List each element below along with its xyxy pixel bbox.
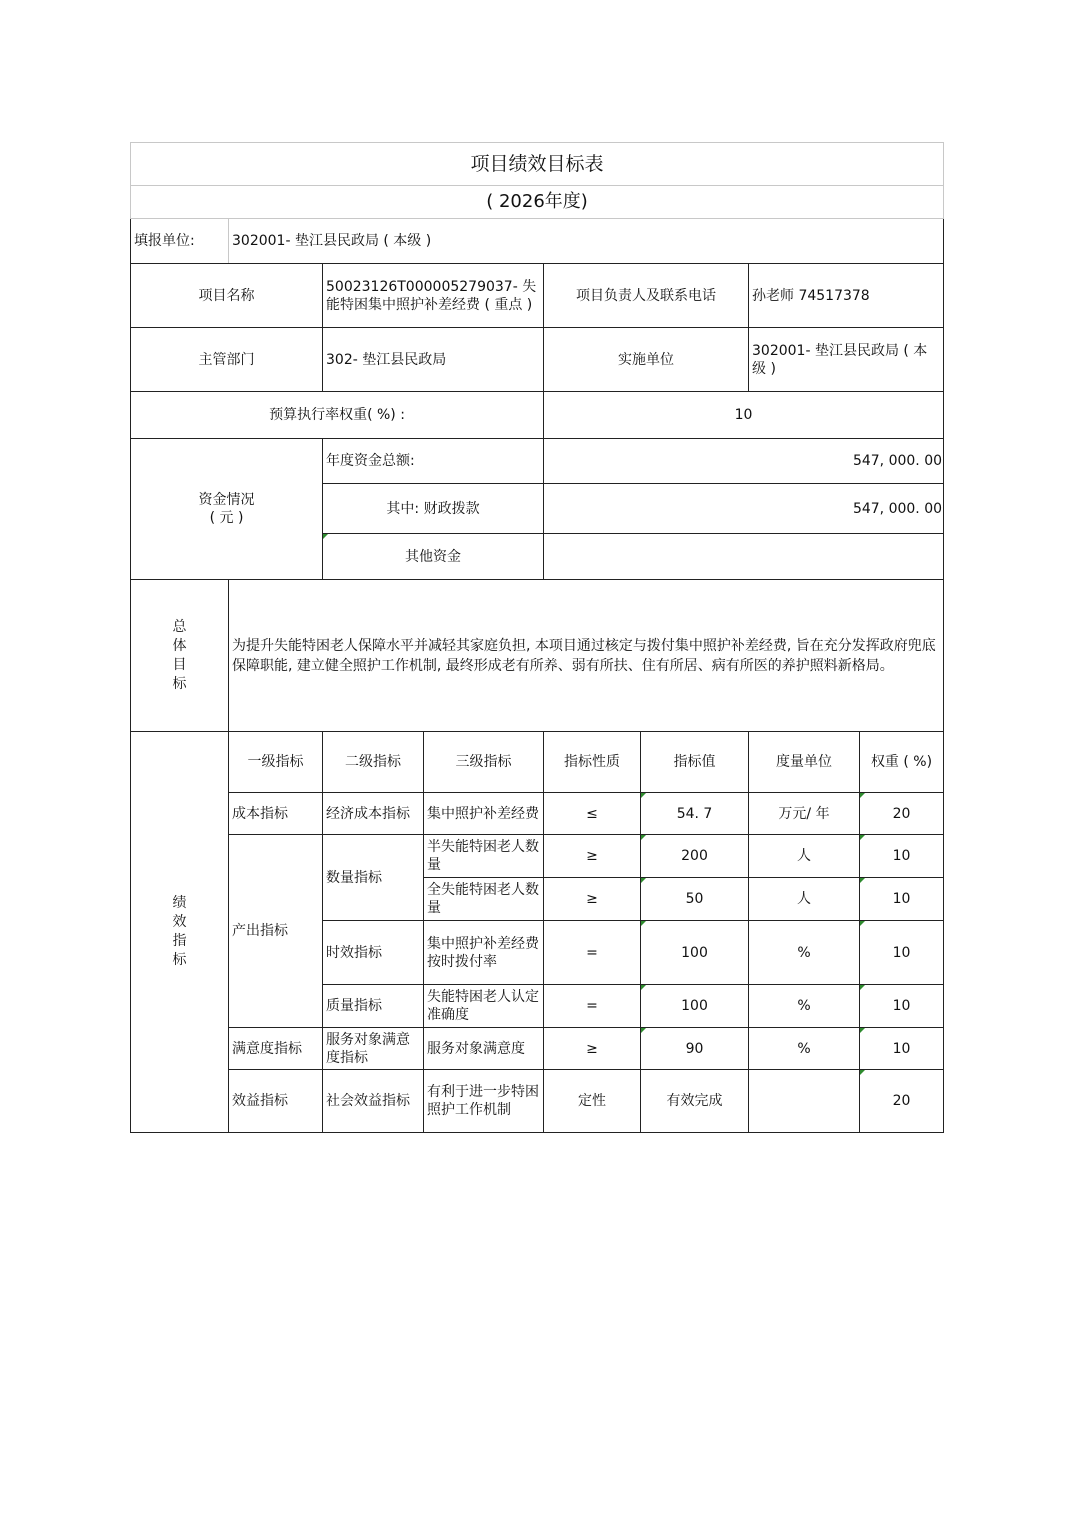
level1-cell: 满意度指标 <box>229 1028 323 1070</box>
level3-cell: 集中照护补差经费 <box>424 793 544 835</box>
nature-cell: ≥ <box>544 1028 641 1070</box>
level2-cell: 社会效益指标 <box>323 1070 424 1133</box>
filler-label: 填报单位: <box>131 219 229 264</box>
level2-cell: 质量指标 <box>323 985 424 1028</box>
nature-cell: 定性 <box>544 1070 641 1133</box>
weight-cell: 10 <box>860 985 944 1028</box>
header-value: 指标值 <box>641 732 749 793</box>
goal-label-char: 总 <box>172 618 187 635</box>
value-cell: 100 <box>641 921 749 985</box>
project-name-value: 50023126T000005279037- 失能特困集中照护补差经费 ( 重点 ) <box>323 264 544 328</box>
header-weight: 权重 ( %) <box>860 732 944 793</box>
table-row <box>131 1028 944 1070</box>
total-funds-label: 年度资金总额: <box>323 439 544 484</box>
performance-table <box>130 142 944 1133</box>
indicators-label-char: 标 <box>172 952 187 968</box>
indicators-label-char: 指 <box>172 933 187 949</box>
other-funds-label: 其他资金 <box>323 534 544 580</box>
weight-cell: 10 <box>860 1028 944 1070</box>
performance-target-sheet <box>130 142 943 1133</box>
indicators-label-char: 绩 <box>172 895 187 911</box>
total-funds-value: 547, 000. 00 <box>544 439 944 484</box>
level3-cell: 有利于进一步特困照护工作机制 <box>424 1070 544 1133</box>
unit-cell: % <box>749 985 860 1028</box>
level3-cell: 全失能特困老人数量 <box>424 878 544 921</box>
level1-cell: 产出指标 <box>229 835 323 1028</box>
value-cell: 100 <box>641 985 749 1028</box>
nature-cell: ≥ <box>544 878 641 921</box>
budget-weight-value: 10 <box>544 392 944 439</box>
level3-cell: 集中照护补差经费按时拨付率 <box>424 921 544 985</box>
goal-label-char: 标 <box>172 675 187 692</box>
value-cell: 54. 7 <box>641 793 749 835</box>
level3-cell: 失能特困老人认定准确度 <box>424 985 544 1028</box>
header-unit: 度量单位 <box>749 732 860 793</box>
overall-goal-text: 为提升失能特困老人保障水平并减轻其家庭负担, 本项目通过核定与拨付集中照护补差经费, 旨在充分发挥政府兜底保障职能, 建立健全照护工作机制, 最终形成老有所养、弱有所扶、住有所居、病有所医的养护照料新格局。 <box>229 580 944 732</box>
value-cell: 有效完成 <box>641 1070 749 1133</box>
weight-cell: 10 <box>860 878 944 921</box>
impl-label: 实施单位 <box>544 328 749 392</box>
header-level3: 三级指标 <box>424 732 544 793</box>
impl-value: 302001- 垫江县民政局 ( 本级 ) <box>749 328 944 392</box>
nature-cell: ≥ <box>544 835 641 878</box>
project-name-label: 项目名称 <box>131 264 323 328</box>
nature-cell: = <box>544 921 641 985</box>
funds-section-label <box>131 439 323 580</box>
level2-cell: 数量指标 <box>323 835 424 921</box>
contact-value: 孙老师 74517378 <box>749 264 944 328</box>
goal-label-char: 目 <box>172 656 187 673</box>
level2-cell: 服务对象满意度指标 <box>323 1028 424 1070</box>
fiscal-funds-value: 547, 000. 00 <box>544 484 944 534</box>
dept-label: 主管部门 <box>131 328 323 392</box>
level2-cell: 时效指标 <box>323 921 424 985</box>
table-row <box>131 1070 944 1133</box>
level3-cell: 服务对象满意度 <box>424 1028 544 1070</box>
funds-label-line1: 资金情况 <box>198 492 255 508</box>
fiscal-funds-label: 其中: 财政拨款 <box>323 484 544 534</box>
weight-cell: 10 <box>860 835 944 878</box>
header-level1: 一级指标 <box>229 732 323 793</box>
indicators-label <box>131 732 229 1133</box>
unit-cell: % <box>749 921 860 985</box>
budget-weight-label: 预算执行率权重( %) : <box>131 392 544 439</box>
other-funds-value <box>544 534 944 580</box>
nature-cell: ≤ <box>544 793 641 835</box>
level3-cell: 半失能特困老人数量 <box>424 835 544 878</box>
unit-cell: 人 <box>749 835 860 878</box>
table-row <box>131 793 944 835</box>
level1-cell: 效益指标 <box>229 1070 323 1133</box>
unit-cell: 万元/ 年 <box>749 793 860 835</box>
value-cell: 90 <box>641 1028 749 1070</box>
unit-cell: % <box>749 1028 860 1070</box>
unit-cell <box>749 1070 860 1133</box>
goal-label-char: 体 <box>172 637 187 654</box>
header-level2: 二级指标 <box>323 732 424 793</box>
value-cell: 50 <box>641 878 749 921</box>
level2-cell: 经济成本指标 <box>323 793 424 835</box>
filler-value: 302001- 垫江县民政局 ( 本级 ) <box>229 219 944 264</box>
weight-cell: 10 <box>860 921 944 985</box>
contact-label: 项目负责人及联系电话 <box>544 264 749 328</box>
overall-goal-label <box>131 580 229 732</box>
value-cell: 200 <box>641 835 749 878</box>
header-nature: 指标性质 <box>544 732 641 793</box>
unit-cell: 人 <box>749 878 860 921</box>
table-row <box>131 835 944 878</box>
dept-value: 302- 垫江县民政局 <box>323 328 544 392</box>
level1-cell: 成本指标 <box>229 793 323 835</box>
weight-cell: 20 <box>860 793 944 835</box>
nature-cell: = <box>544 985 641 1028</box>
document-title: 项目绩效目标表 <box>131 143 944 186</box>
funds-label-line2: ( 元 ) <box>209 510 244 526</box>
weight-cell: 20 <box>860 1070 944 1133</box>
indicators-label-char: 效 <box>172 914 187 930</box>
document-year: ( 2026年度) <box>131 186 944 219</box>
